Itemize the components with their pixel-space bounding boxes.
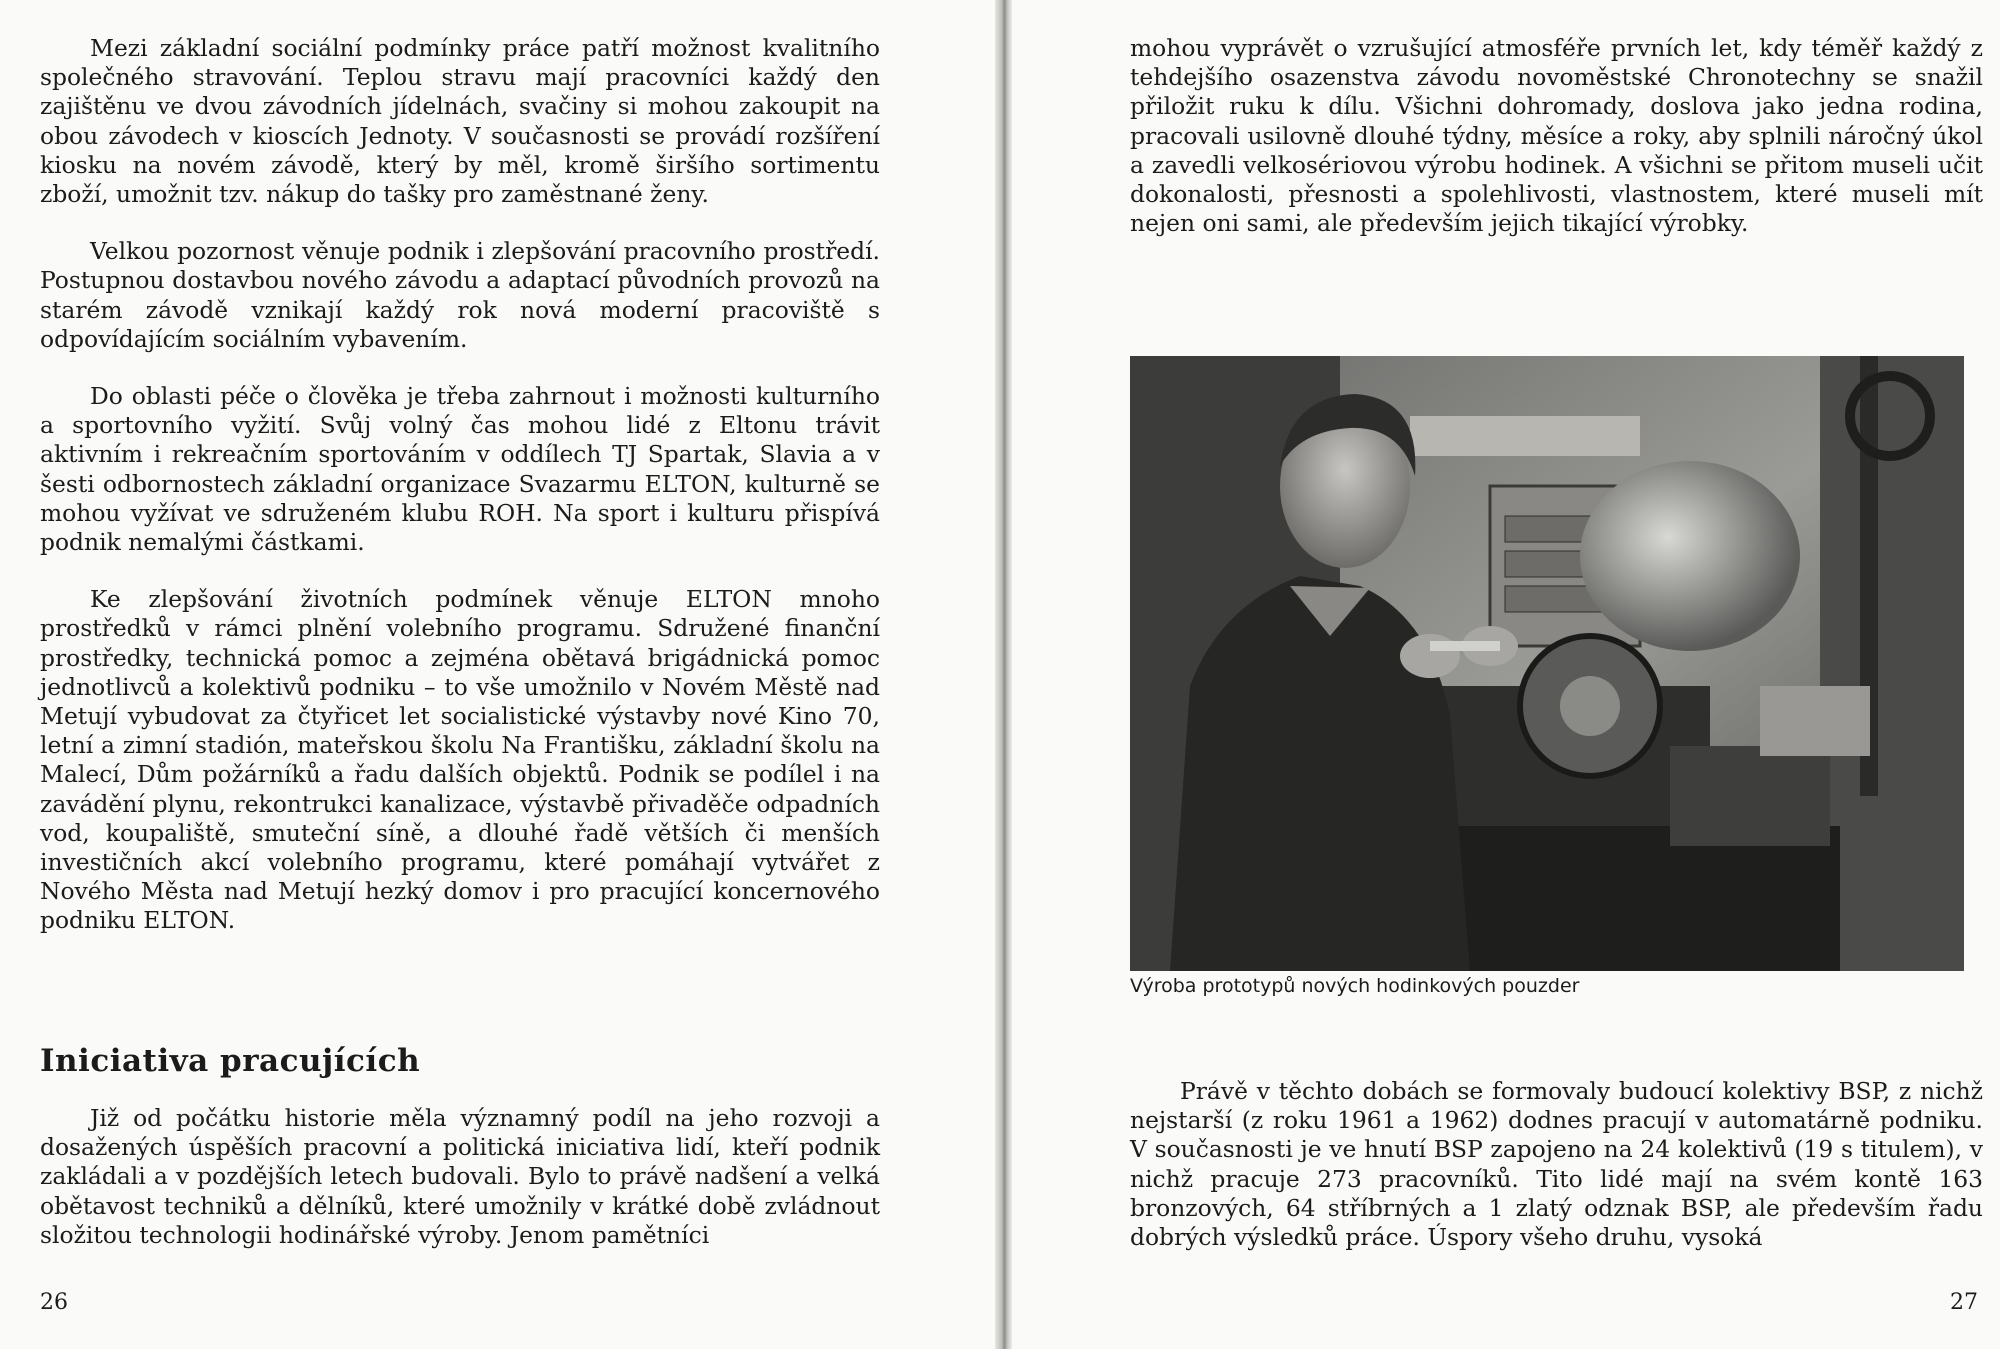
right-bottom-column <box>1130 1077 1983 1252</box>
book-gutter <box>995 0 1012 1349</box>
workshop-photo <box>1130 356 1964 971</box>
paragraph-bsp: Právě v těchto dobách se formovaly budoucí kolektivy BSP, z nichž nejstarší (z roku 1961 a 1962) dodnes pracují v automatárně podniku. V současnosti je ve hnutí BSP zapojeno na 24 kolektivů (19 s titulem), v nichž pracuje 273 pracovníků. Tito lidé mají na svém kontě 163 bronzových, 64 stříbrných a 1 zlatý odznak BSP, ale především řadu dobrých výsledků práce. Úspory všeho druhu, vysoká <box>1130 1077 1983 1252</box>
left-text-column <box>40 34 880 936</box>
paragraph-pracovni-prostredi: Velkou pozornost věnuje podnik i zlepšování pracovního prostředí. Postupnou dostavbou nového závodu a adaptací původních provozů na starém závodě vznikají každý rok nová moderní pracoviště s odpovídajícím sociálním vybavením. <box>40 237 880 353</box>
right-text-column <box>1130 34 1983 238</box>
section-heading: Iniciativa pracujících <box>40 1043 421 1079</box>
paragraph-atmosfera: mohou vyprávět o vzrušující atmosféře prvních let, kdy téměř každý z tehdejšího osazenstva závodu novoměstské Chronotechny se snažil přiložit ruku k dílu. Všichni dohromady, doslova jako jedna rodina, pracovali usilovně dlouhé týdny, měsíce a roky, aby splnili náročný úkol a zavedli velkosériovou výrobu hodinek. A všichni se přitom museli učit dokonalosti, přesnosti a spolehlivosti, vlastnostem, které museli mít nejen oni sami, ale především jejich tikající výrobky. <box>1130 34 1983 238</box>
paragraph-iniciativa: Již od počátku historie měla významný podíl na jeho rozvoji a dosažených úspěších pracovní a politická iniciativa lidí, kteří podnik zakládali a v pozdějších letech budovali. Bylo to právě nadšení a velká obětavost techniků a dělníků, které umožnily v krátké době zvládnout složitou technologii hodinářské výroby. Jenom pamětníci <box>40 1104 880 1249</box>
paragraph-stravovani: Mezi základní sociální podmínky práce patří možnost kvalitního společného stravování. Teplou stravu mají pracovníci každý den zajištěnu ve dvou závodních jídelnách, svačiny si mohou zakoupit na obou závodech v kioscích Jednoty. V současnosti se provádí rozšíření kiosku na novém závodě, který by měl, kromě širšího sortimentu zboží, umožnit tzv. nákup do tašky pro zaměstnané ženy. <box>40 34 880 209</box>
paragraph-kultura-sport: Do oblasti péče o člověka je třeba zahrnout i možnosti kulturního a sportovního vyžití. Svůj volný čas mohou lidé z Eltonu trávit aktivním i rekreačním sportováním v oddílech TJ Spartak, Slavia a v šesti odbornostech základní organizace Svazarmu ELTON, kulturně se mohou vyžívat ve sdruženém klubu ROH. Na sport i kulturu přispívá podnik nemalými částkami. <box>40 382 880 557</box>
left-section-column <box>40 1104 880 1250</box>
worker-at-lathe-image <box>1130 356 1964 971</box>
photo-caption: Výroba prototypů nových hodinkových pouzder <box>1130 975 1580 997</box>
page-number-left: 26 <box>40 1290 68 1315</box>
paragraph-volebni-program: Ke zlepšování životních podmínek věnuje ELTON mnoho prostředků v rámci plnění volebního programu. Sdružené finanční prostředky, technická pomoc a zejména obětavá brigádnická pomoc jednotlivců a kolektivů podniku – to vše umožnilo v Novém Městě nad Metují vybudovat za čtyřicet let socialistické výstavby nové Kino 70, letní a zimní stadión, mateřskou školu Na Františku, základní školu na Malecí, Dům požárníků a řadu dalších objektů. Podnik se podílel i na zavádění plynu, rekontrukci kanalizace, výstavbě přivaděče odpadních vod, koupaliště, smuteční síně, a dlouhé řadě větších či menších investičních akcí volebního programu, které pomáhají vytvářet z Nového Města nad Metují hezký domov i pro pracující koncernového podniku ELTON. <box>40 585 880 935</box>
left-page <box>0 0 995 1349</box>
page-number-right: 27 <box>1950 1290 1978 1315</box>
